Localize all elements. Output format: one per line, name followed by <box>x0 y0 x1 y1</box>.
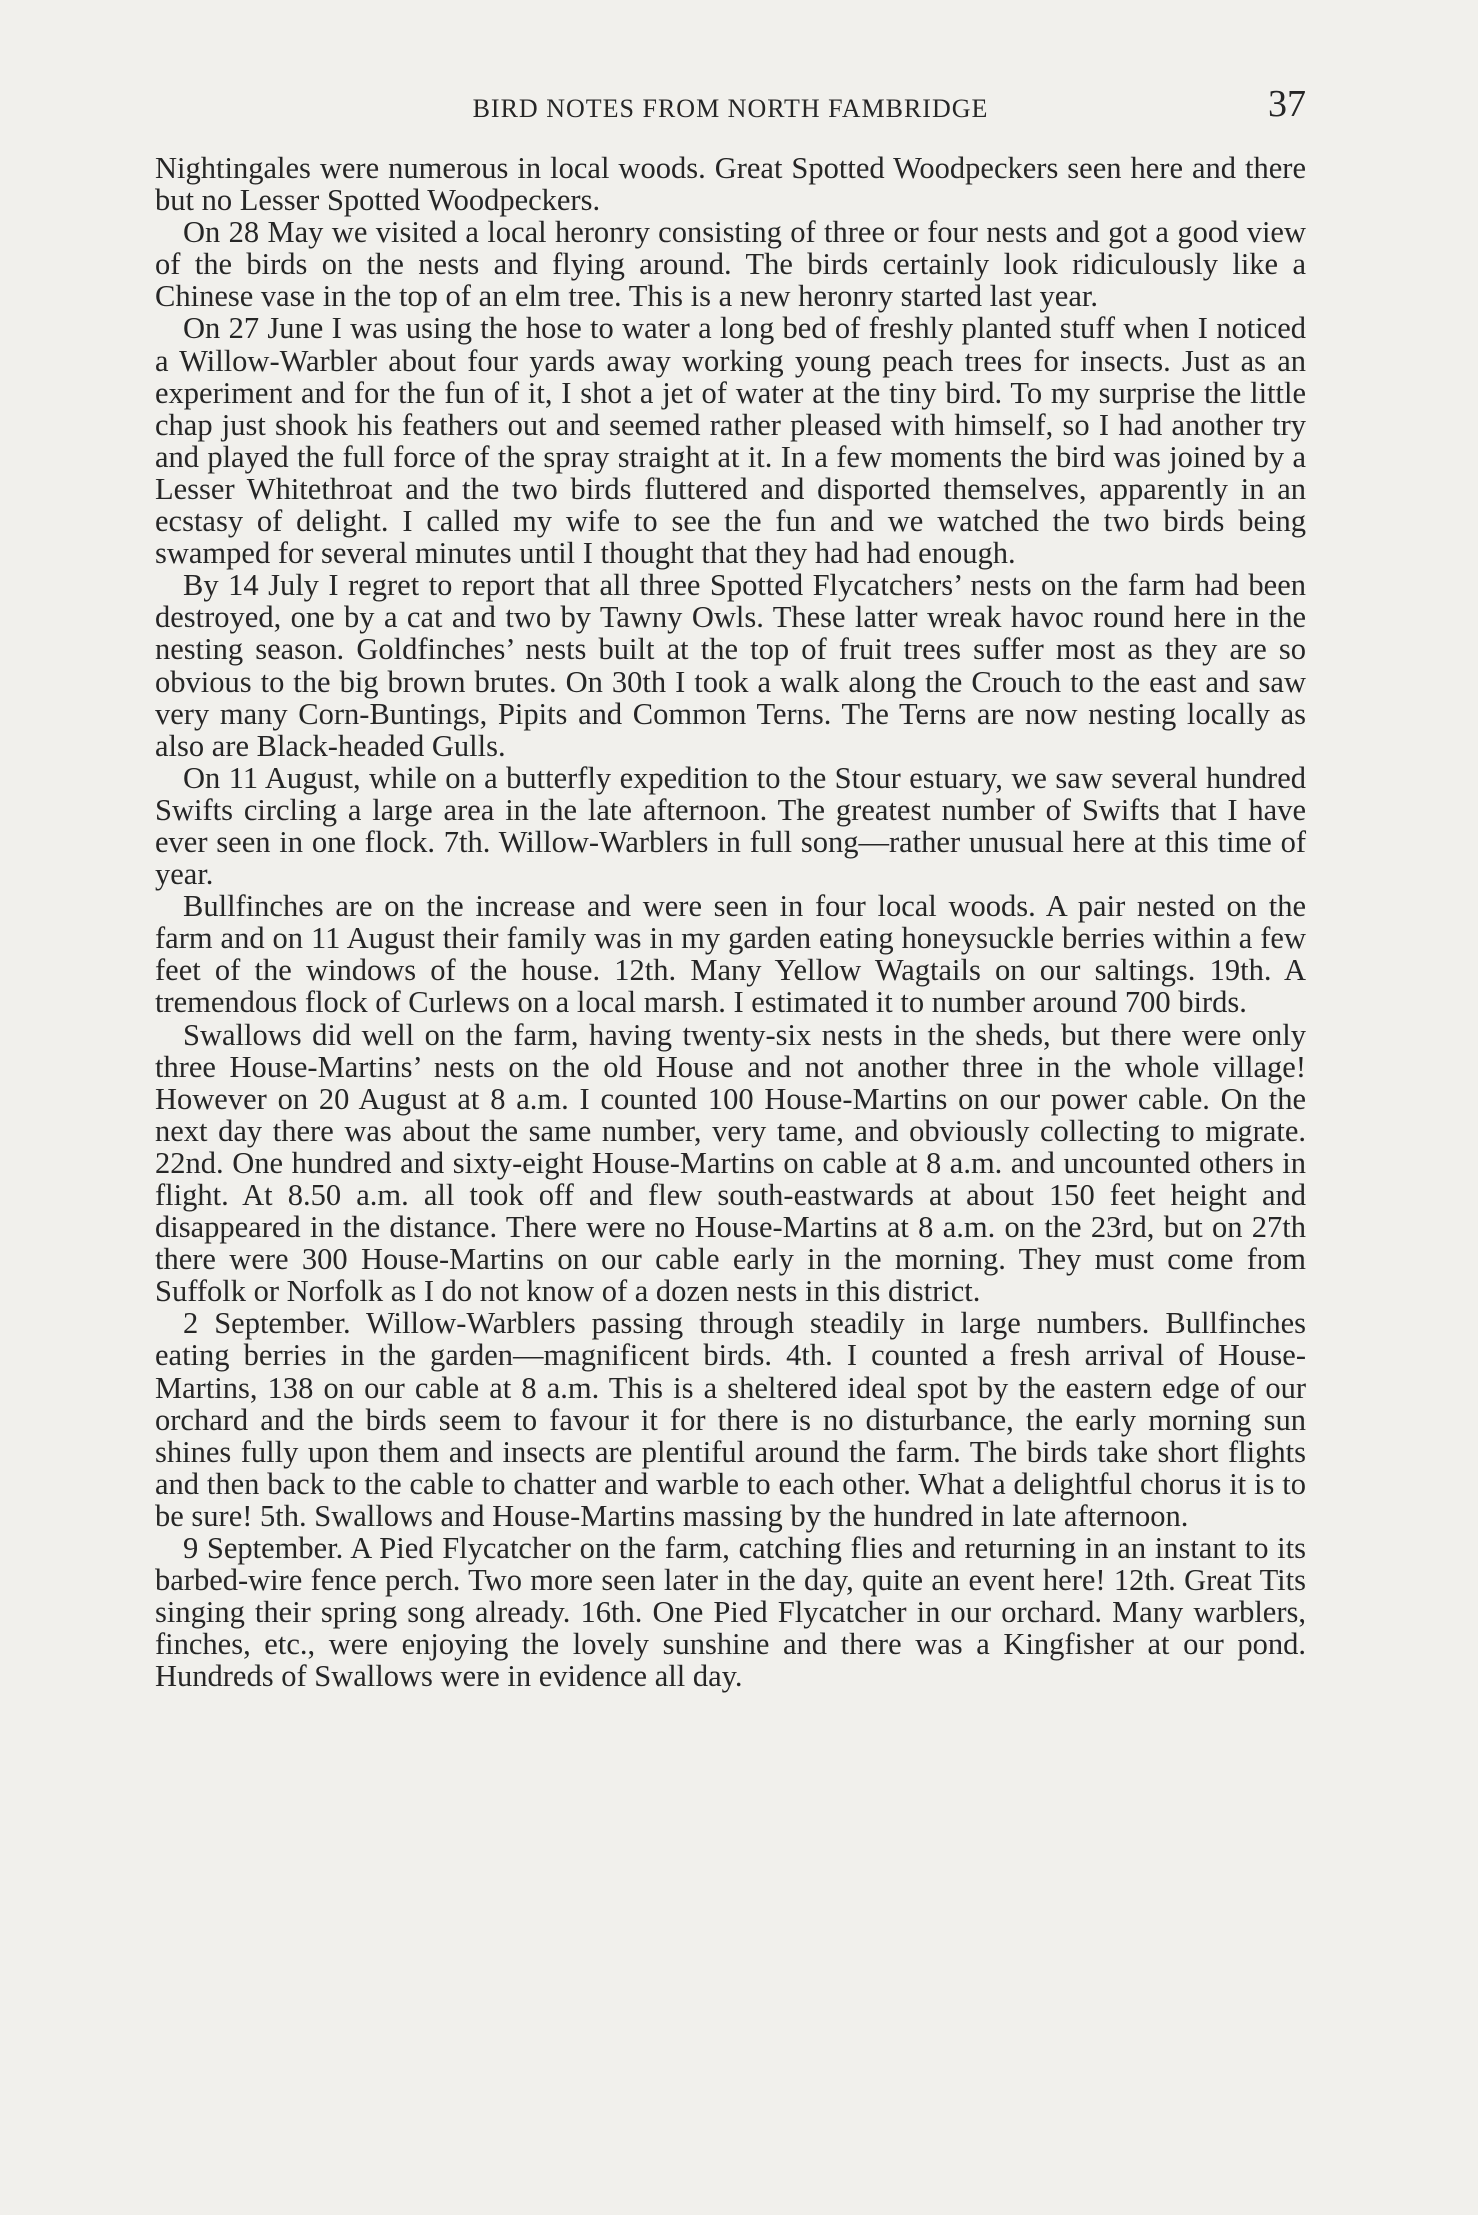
paragraph-9-september: 9 September. A Pied Flycatcher on the farm, catching flies and returning in an instant to its barbed-wire fence perch. Two more seen later in the day, quite an event here! 12th. Great Tits singing their spring song already. 16th. One Pied Flycatcher in our orchard. Many warblers, finches, etc., were enjoying the lovely sunshine and there was a Kingfisher at our pond. Hundreds of Swallows were in evidence all day. <box>155 1531 1306 1694</box>
paragraph-spotted-flycatchers: By 14 July I regret to report that all three Spotted Flycatchers’ nests on the farm had been destroyed, one by a cat and two by Tawny Owls. These latter wreak havoc round here in the nesting season. Goldfinches’ nests built at the top of fruit trees suffer most as they are so obvious to the big brown brutes. On 30th I took a walk along the Crouch to the east and saw very many Corn-Buntings, Pipits and Common Terns. The Terns are now nesting locally as also are Black-headed Gulls. <box>155 568 1306 763</box>
paragraph-swifts: On 11 August, while on a butterfly expedition to the Stour estuary, we saw several hundred Swifts circling a large area in the late afternoon. The greatest number of Swifts that I have ever seen in one flock. 7th. Willow-Warblers in full song—rather unusual here at this time of year. <box>155 760 1306 892</box>
running-head <box>155 82 1306 132</box>
running-title: BIRD NOTES FROM NORTH FAMBRIDGE <box>472 94 989 123</box>
paragraph-heronry: On 28 May we visited a local heronry consisting of three or four nests and got a good view of the birds on the nests and flying around. The birds certainly look ridiculously like a Chinese vase in the top of an elm tree. This is a new heronry started last year. <box>155 215 1306 314</box>
page-number: 37 <box>1268 83 1306 125</box>
paragraph-bullfinches: Bullfinches are on the increase and were seen in four local woods. A pair nested on the farm and on 11 August their family was in my garden eating honeysuckle berries within a few feet of the windows of the house. 12th. Many Yellow Wagtails on our saltings. 19th. A tremendous flock of Curlews on a local marsh. I estimated it to number around 700 birds. <box>155 889 1306 1020</box>
paragraph-willow-warbler-hose: On 27 June I was using the hose to water a long bed of freshly planted stuff when I noticed a Willow-Warbler about four yards away working young peach trees for insects. Just as an experiment and for the fun of it, I shot a jet of water at the tiny bird. To my surprise the little chap just shook his feathers out and seemed rather pleased with himself, so I had another try and played the full force of the spray straight at it. In a few moments the bird was joined by a Lesser Whitethroat and the two birds fluttered and disported themselves, apparently in an ecstasy of delight. I called my wife to see the fun and we watched the two birds being swamped for several minutes until I thought that they had had enough. <box>155 311 1306 571</box>
page <box>155 82 1306 1693</box>
paragraph-nightingales: Nightingales were numerous in local woods. Great Spotted Woodpeckers seen here and there but no Lesser Spotted Woodpeckers. <box>155 151 1306 218</box>
body-text <box>155 152 1306 1693</box>
paragraph-2-september: 2 September. Willow-Warblers passing through steadily in large numbers. Bullfinches eating berries in the garden—magnificent birds. 4th. I counted a fresh arrival of House-Martins, 138 on our cable at 8 a.m. This is a sheltered ideal spot by the eastern edge of our orchard and the birds seem to favour it for there is no disturbance, the early morning sun shines fully upon them and insects are plentiful around the farm. The birds take short flights and then back to the cable to chatter and warble to each other. What a delightful chorus it is to be sure! 5th. Swallows and House-Martins massing by the hundred in late afternoon. <box>155 1306 1306 1533</box>
paragraph-swallows-house-martins: Swallows did well on the farm, having twenty-six nests in the sheds, but there were only three House-Martins’ nests on the old House and not another three in the whole village! However on 20 August at 8 a.m. I counted 100 House-Martins on our power cable. On the next day there was about the same number, very tame, and obviously collecting to migrate. 22nd. One hundred and sixty-eight House-Martins on cable at 8 a.m. and uncounted others in flight. At 8.50 a.m. all took off and flew south-eastwards at about 150 feet height and disappeared in the distance. There were no House-Martins at 8 a.m. on the 23rd, but on 27th there were 300 House-Martins on our cable early in the morning. They must come from Suffolk or Norfolk as I do not know of a dozen nests in this district. <box>155 1017 1306 1309</box>
